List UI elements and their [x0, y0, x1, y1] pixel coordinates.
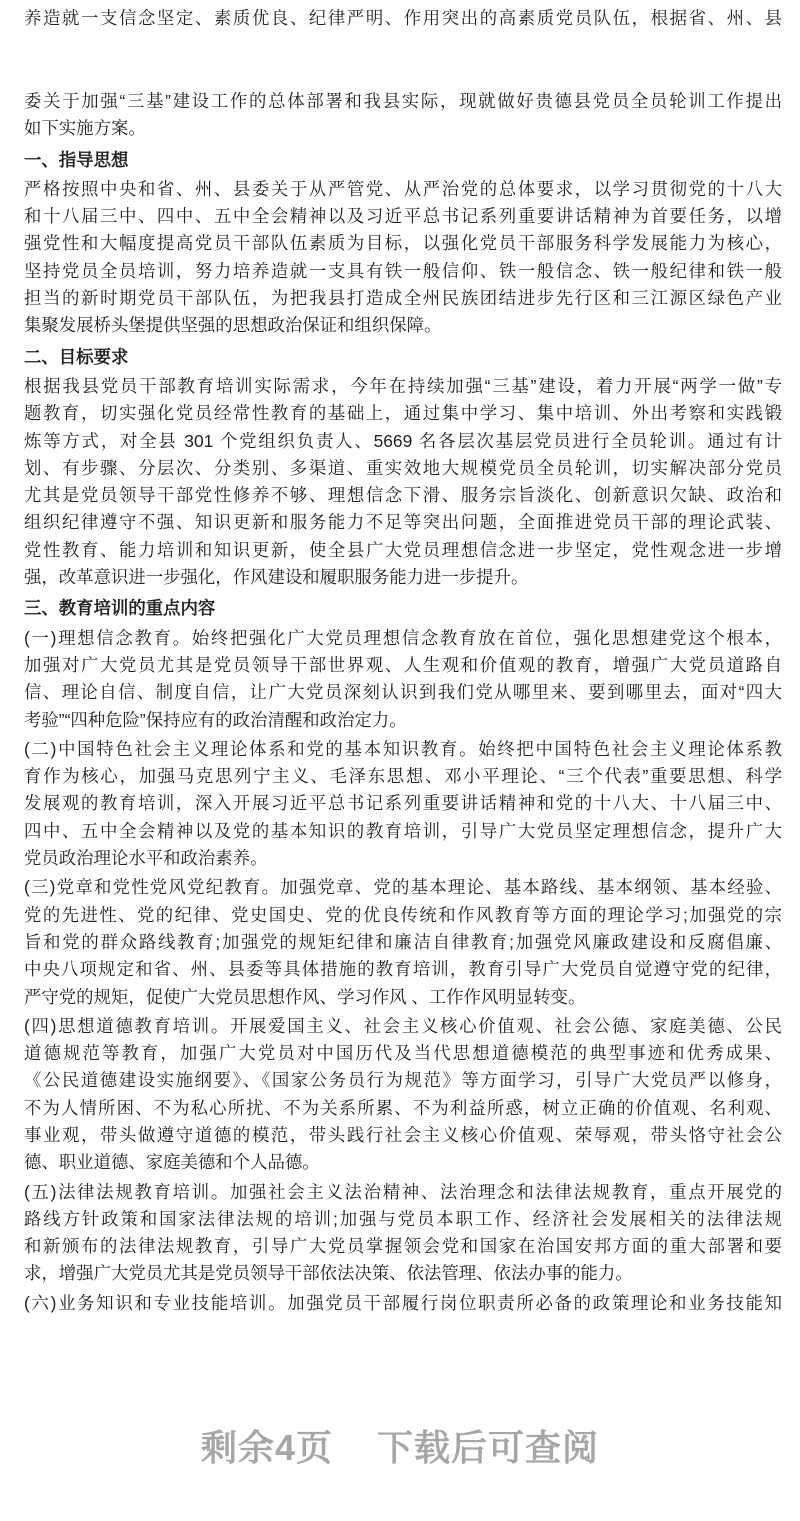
paragraph	[24, 373, 782, 591]
remaining-pages-label[interactable]: 剩余4页	[200, 1427, 333, 1468]
document-text-line: 党性教育、能力培训和知识更新，使全县广大党员理想信念进一步坚定，党性观念进一步增	[24, 539, 782, 560]
document-text-line: 强，改革意识进一步强化，作风建设和履职服务能力进一步提升。	[24, 567, 529, 588]
document-text-line: 《公民道德建设实施纲要》、《国家公务员行为规范》等方面学习，引导广大党员严以修身，	[24, 1070, 782, 1091]
document-text-line: 严守党的规矩，促使广大党员思想作风、学习作风 、工作作风明显转变。	[24, 986, 586, 1007]
paragraph	[24, 625, 782, 734]
document-text-line: 强党性和大幅度提高党员干部队伍素质为目标，以强化党员干部服务科学发展能力为核心，	[24, 233, 782, 254]
document-text-line: 炼等方式，对全县 301 个党组织负责人、5669 名各层次基层党员进行全员轮训。通过有计	[24, 430, 782, 451]
paragraph	[24, 1013, 782, 1177]
paragraph	[24, 874, 782, 1010]
document-text-line: 和十八届三中、四中、五中全会精神以及习近平总书记系列重要讲话精神为首要任务，以增	[24, 206, 782, 227]
document-text-line: 四中、五中全会精神以及党的基本知识的教育培训，引导广大党员坚定理想信念，提升广大	[24, 820, 782, 841]
document-text-line: 道德规范等教育，加强广大党员对中国历代及当代思想道德模范的典型事迹和优秀成果、	[24, 1043, 782, 1064]
paragraph	[24, 736, 782, 872]
document-text-line: 发展观的教育培训，深入开展习近平总书记系列重要讲话精神和党的十八大、十八届三中、	[24, 793, 782, 814]
document-text-line: 考验”“四种危险”保持应有的政治清醒和政治定力。	[24, 709, 407, 730]
section-heading	[24, 595, 782, 622]
document-text-line: 题教育，切实强化党员经常性教育的基础上，通过集中学习、集中培训、外出考察和实践锻	[24, 403, 782, 424]
document-text-line: 养造就一支信念坚定、素质优良、纪律严明、作用突出的高素质党员队伍，根据省、州、县	[24, 8, 782, 28]
document-text-line: 德、职业道德、家庭美德和个人品德。	[24, 1152, 320, 1173]
document-text-line: 坚持党员全员培训，努力培养造就一支具有铁一般信仰、铁一般信念、铁一般纪律和铁一般	[24, 260, 782, 281]
document-text-line: (五)法律法规教育培训。加强社会主义法治精神、法治理念和法律法规教育，重点开展党的	[24, 1181, 782, 1202]
document-text-line: (一)理想信念教育。始终把强化广大党员理想信念教育放在首位，强化思想建党这个根本，	[24, 627, 782, 648]
paragraph	[24, 176, 782, 340]
document-text-line: 育作为核心，加强马克思列宁主义、毛泽东思想、邓小平理论、“三个代表”重要思想、科学	[24, 766, 782, 787]
paragraph	[24, 88, 782, 143]
document-text-line: (四)思想道德教育培训。开展爱国主义、社会主义核心价值观、社会公德、家庭美德、公民	[24, 1015, 782, 1036]
document-text-line: 尤其是党员领导干部党性修养不够、理想信念下滑、服务宗旨淡化、创新意识欠缺、政治和	[24, 485, 782, 506]
document-text-line: 党员政治理论水平和政治素养。	[24, 848, 268, 869]
document-text-line: 二、目标要求	[24, 346, 129, 367]
document-body	[24, 88, 782, 1317]
document-text-line: 担当的新时期党员干部队伍，为把我县打造成全州民族团结进步先行区和三江源区绿色产业	[24, 288, 782, 309]
document-text-line: 如下实施方案。	[24, 118, 146, 139]
download-prompt[interactable]	[0, 1420, 800, 1471]
document-text-line: 划、有步骤、分层次、分类别、多渠道、重实效地大规模党员全员轮训，切实解决部分党员	[24, 457, 782, 478]
document-text-line: 集聚发展桥头堡提供坚强的思想政治保证和组织保障。	[24, 315, 442, 336]
document-text-line: 事业观，带头做遵守道德的模范，带头践行社会主义核心价值观、荣辱观，带头恪守社会公	[24, 1124, 782, 1145]
document-text-line: 加强对广大党员尤其是党员领导干部世界观、人生观和价值观的教育，增强广大党员道路自	[24, 654, 782, 675]
document-text-line: 三、教育培训的重点内容	[24, 598, 216, 619]
document-text-line: (三)党章和党性党风党纪教育。加强党章、党的基本理论、基本路线、基本纲领、基本经验、	[24, 877, 782, 898]
document-text-line: 委关于加强“三基”建设工作的总体部署和我县实际，现就做好贵德县党员全员轮训工作提出	[24, 91, 782, 111]
paragraph	[24, 1179, 782, 1288]
document-text-line: 严格按照中央和省、州、县委关于从严管党、从严治党的总体要求，以学习贯彻党的十八大	[24, 178, 782, 199]
document-text-line: 和新颁布的法律法规教育，引导广大党员掌握领会党和国家在治国安邦方面的重大部署和要	[24, 1236, 782, 1257]
section-heading	[24, 344, 782, 371]
download-to-view-label[interactable]: 下载后可查阅	[377, 1427, 600, 1468]
section-heading	[24, 147, 782, 174]
document-text-line: 组织纪律遵守不强、知识更新和服务能力不足等突出问题，全面推进党员干部的理论武装、	[24, 512, 782, 533]
document-text-line: 求，增强广大党员尤其是党员领导干部依法决策、依法管理、依法办事的能力。	[24, 1263, 633, 1284]
document-text-line: 不为人情所困、不为私心所扰、不为关系所累、不为利益所惑，树立正确的价值观、名利观、	[24, 1097, 782, 1118]
paragraph	[24, 1290, 782, 1317]
document-text-line: 信、理论自信、制度自信，让广大党员深刻认识到我们党从哪里来、要到哪里去，面对“四大	[24, 682, 782, 703]
document-text-line: 路线方针政策和国家法律法规的培训;加强与党员本职工作、经济社会发展相关的法律法规	[24, 1208, 782, 1229]
document-text-line: (二)中国特色社会主义理论体系和党的基本知识教育。始终把中国特色社会主义理论体系教	[24, 738, 782, 759]
document-text-line: 中央八项规定和省、州、县委等具体措施的教育培训，教育引导广大党员自觉遵守党的纪律，	[24, 959, 782, 980]
document-text-line: 党的先进性、党的纪律、党史国史、党的优良传统和作风教育等方面的理论学习;加强党的宗	[24, 904, 782, 925]
document-text-line: 旨和党的群众路线教育;加强党的规矩纪律和廉洁自律教育;加强党风廉政建设和反腐倡廉、	[24, 931, 782, 952]
document-text-line: (六)业务知识和专业技能培训。加强党员干部履行岗位职责所必备的政策理论和业务技能知	[24, 1292, 782, 1313]
document-text-line: 一、指导思想	[24, 149, 129, 170]
document-text-line: 根据我县党员干部教育培训实际需求，今年在持续加强“三基”建设，着力开展“两学一做”专	[24, 375, 782, 396]
